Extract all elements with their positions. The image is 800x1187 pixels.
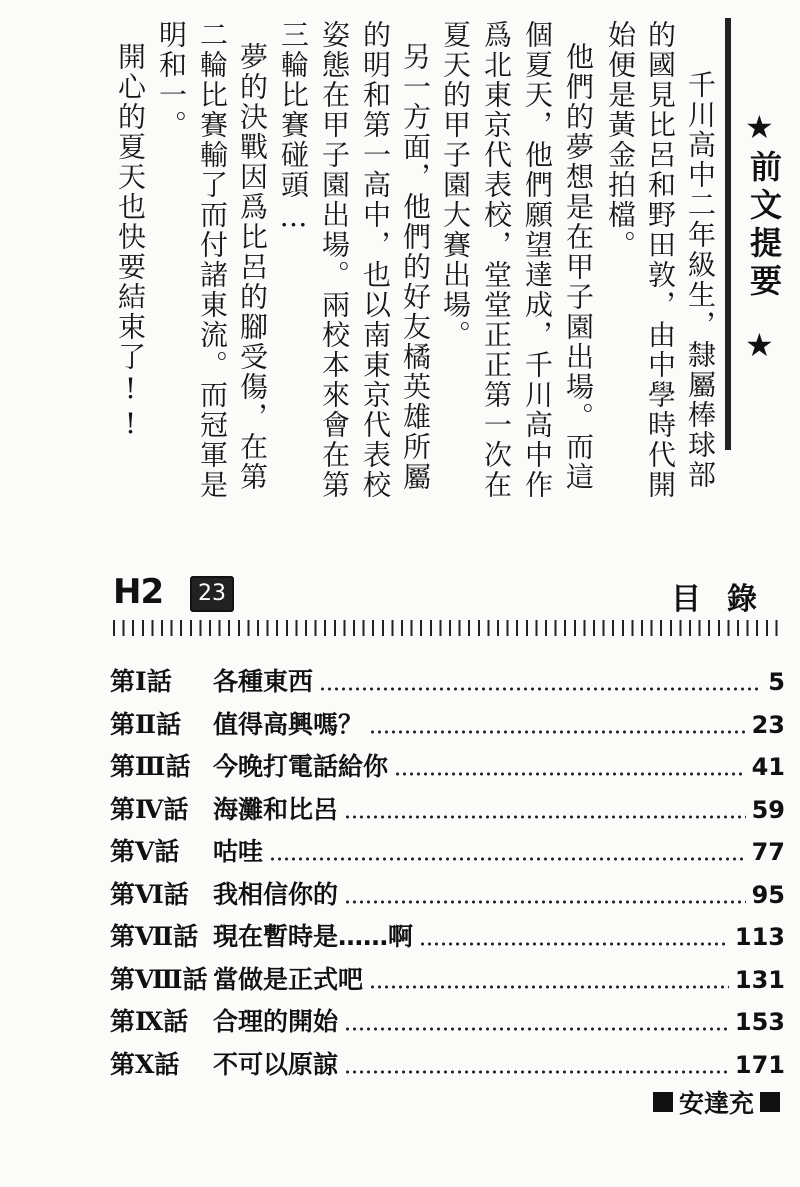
chapter-number: 第Ⅱ話 <box>110 709 182 739</box>
toc-row[interactable] <box>110 662 785 705</box>
chapter-page: 131 <box>734 965 785 994</box>
chapter-title: 海灘和比呂 <box>213 794 339 824</box>
chapter-number: 第Ⅹ話 <box>110 1049 180 1079</box>
toc-header <box>113 572 783 617</box>
tick-divider <box>113 620 780 636</box>
chapter-title: 我相信你的 <box>213 879 339 909</box>
star-icon: ★ <box>745 108 774 146</box>
summary-line: 始便是黃金拍檔。 <box>604 20 637 260</box>
author-credit <box>653 1084 780 1120</box>
toc-title: 目錄 <box>671 582 783 617</box>
chapter-number: 第Ⅷ話 <box>110 964 208 994</box>
chapter-number: 第Ⅳ話 <box>110 794 189 824</box>
chapter-number: 第Ⅸ話 <box>110 1007 189 1036</box>
volume-badge: 23 <box>190 576 234 612</box>
summary-line: 夢的決戰因爲比呂的腳受傷，在第 <box>236 42 269 492</box>
dot-leader <box>369 983 729 991</box>
summary-line: 明和一。 <box>155 20 188 140</box>
dot-leader <box>394 770 746 778</box>
chapter-number: 第Ⅵ話 <box>110 879 189 909</box>
square-icon <box>760 1092 780 1112</box>
chapter-page: 171 <box>734 1050 785 1079</box>
chapter-page: 41 <box>751 753 785 781</box>
chapter-number: 第Ⅴ話 <box>110 837 180 866</box>
chapter-title: 各種東西 <box>213 667 314 696</box>
chapter-number: 第Ⅶ話 <box>110 922 199 951</box>
summary-line: 千川高中二年級生，隸屬棒球部 <box>684 70 717 490</box>
toc-row[interactable] <box>110 1045 785 1088</box>
series-logo: H2 <box>113 572 164 612</box>
summary-line: 他們的夢想是在甲子園出場。而這 <box>562 42 595 492</box>
dot-leader <box>269 855 746 863</box>
author-name: 安達充 <box>678 1089 754 1118</box>
chapter-page: 59 <box>751 795 785 824</box>
chapter-title: 值得高興嗎？ <box>213 709 364 739</box>
summary-section <box>0 0 800 500</box>
dot-leader <box>369 728 746 736</box>
summary-line: 夏天的甲子園大賽出場。 <box>439 20 472 350</box>
square-icon <box>653 1092 673 1112</box>
dot-leader <box>319 685 762 693</box>
toc-row[interactable] <box>110 790 785 833</box>
chapter-page: 77 <box>751 838 785 866</box>
summary-line: 爲北東京代表校，堂堂正正第一次在 <box>480 20 513 500</box>
toc-row[interactable] <box>110 875 785 918</box>
chapter-number: 第Ⅰ話 <box>110 667 172 696</box>
summary-line: 開心的夏天也快要結束了!! <box>114 42 147 442</box>
chapter-page: 5 <box>768 668 785 696</box>
summary-title: 前文提要 <box>745 150 783 302</box>
chapter-title: 現在暫時是……啊 <box>213 922 414 951</box>
summary-line: 二輪比賽輸了而付諸東流。而冠軍是 <box>196 20 229 500</box>
toc-row[interactable] <box>110 832 785 875</box>
dot-leader <box>344 813 746 821</box>
chapter-title: 不可以原諒 <box>213 1049 339 1079</box>
star-icon: ★ <box>745 326 774 364</box>
toc-row[interactable] <box>110 705 785 748</box>
chapter-title: 合理的開始 <box>213 1007 339 1036</box>
dot-leader <box>419 940 729 948</box>
summary-line: 的國見比呂和野田敦，由中學時代開 <box>644 20 677 500</box>
chapter-page: 113 <box>734 923 785 951</box>
dot-leader <box>344 1068 729 1076</box>
dot-leader <box>344 1025 729 1033</box>
chapter-page: 153 <box>734 1008 785 1036</box>
summary-divider <box>725 18 731 450</box>
dot-leader <box>344 898 746 906</box>
toc-row[interactable] <box>110 917 785 960</box>
chapter-title: 今晚打電話給你 <box>213 752 389 781</box>
summary-line: 的明和第一高中，也以南東京代表校 <box>359 20 392 500</box>
summary-line: 個夏天，他們願望達成，千川高中作 <box>521 20 554 500</box>
chapter-title: 咕哇 <box>213 837 264 866</box>
chapter-number: 第Ⅲ話 <box>110 752 191 781</box>
toc-row[interactable] <box>110 960 785 1003</box>
summary-line: 姿態在甲子園出場。兩校本來會在第 <box>318 20 351 500</box>
chapter-page: 23 <box>751 710 785 739</box>
toc-row[interactable] <box>110 1002 785 1045</box>
toc-row[interactable] <box>110 747 785 790</box>
chapter-title: 當做是正式吧 <box>213 964 364 994</box>
summary-line: 另一方面，他們的好友橘英雄所屬 <box>399 42 432 492</box>
toc-list <box>110 662 785 1087</box>
summary-line: 三輪比賽碰頭… <box>277 20 310 235</box>
chapter-page: 95 <box>751 880 785 909</box>
